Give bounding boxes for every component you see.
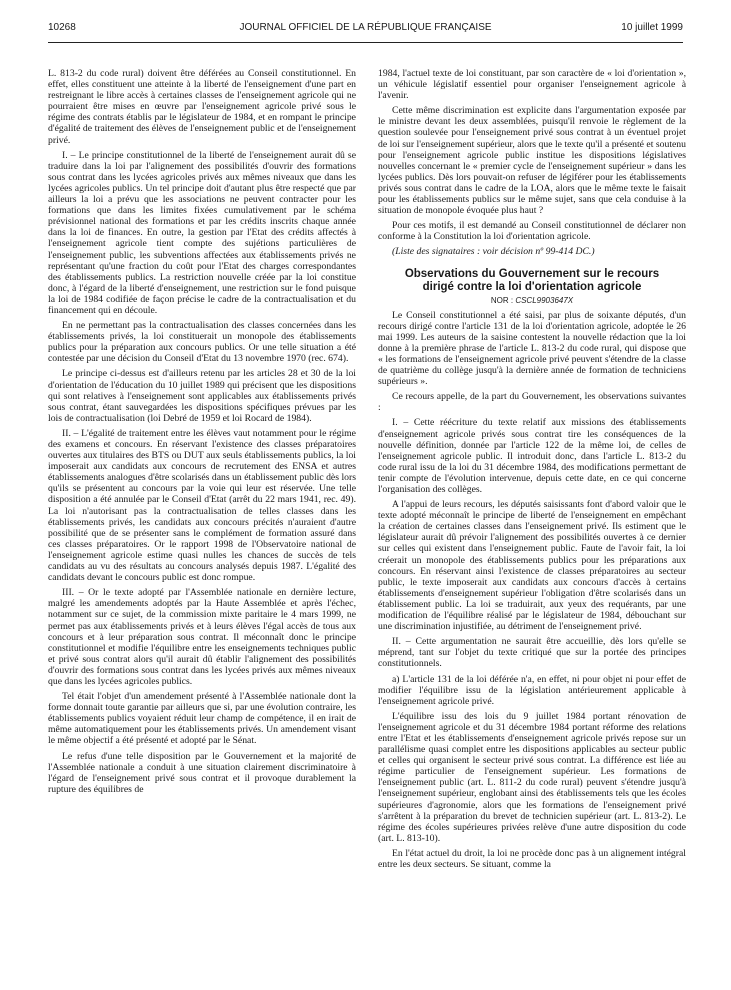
paragraph: Pour ces motifs, il est demandé au Conseil constitutionnel de déclarer non conforme à la Constitution la loi d'orientation agricole. [378,220,686,243]
paragraph: Le principe ci-dessus est d'ailleurs retenu par les articles 28 et 30 de la loi d'orientation de l'éducation du 10 juillet 1989 qui précisent que les dispositions qui sont relatives à l'enseignement sont applicables aux établissements privés sous contrat, étant sauvegardées les dispositions spécifiques prévues par les lois de contractualisation (loi Debré de 1959 et loi Rocard de 1984). [48,368,356,424]
journal-title: JOURNAL OFFICIEL DE LA RÉPUBLIQUE FRANÇAISE [239,22,492,33]
right-column [378,68,686,874]
page-header [48,22,683,38]
paragraph: III. – Or le texte adopté par l'Assemblée nationale en dernière lecture, malgré les amendements adoptés par la Haute Assemblée et après l'échec, notamment sur ce sujet, de la commission mixte paritaire le 4 mars 1999, ne permet pas aux établissements privés et à leurs élèves l'égal accès de tous aux concours et à leur préparation sous contrat. Il méconnaît donc le principe constitutionnel et modifie l'équilibre entre les enseignements techniques public et privé sous contrat alors qu'il aurait dû établir l'alignement des possibilités d'ouvrir des formations sous contrat dans les lycées privés aux mêmes niveaux que dans les lycées agricoles publics. [48,587,356,687]
paragraph: En l'état actuel du droit, la loi ne procède donc pas à un alignement intégral entre les deux secteurs. Se situant, comme la [378,847,686,870]
nor-code: CSCL9903647X [515,295,574,305]
nor-reference [378,295,686,306]
paragraph: A l'appui de leurs recours, les députés saisissants font d'abord valoir que le texte adopté méconnaît le principe de liberté de l'enseignement en empêchant la création de certaines classes dans l'enseignement privé. Ils estiment que le législateur aurait dû prévoir l'alignement des possibilités ouvertes à ce dernier sur celles qui existent dans l'enseignement public. Faute de l'avoir fait, la loi créerait un monopole des établissements publics pour les préparations aux concours. En réservant ainsi l'existence de classes préparatoires au secteur public, le texte imposerait aux candidats aux concours d'accès à certains établissements d'enseignement supérieur l'obligation d'être scolarisés dans un établissement public. La loi se traduirait, aux yeux des requérants, par une modification de l'équilibre réalisé par le législateur de 1984, débouchant sur une discrimination injustifiée, au détriment de l'enseignement privé. [378,499,686,633]
header-rule [48,42,683,43]
signatories-note: (Liste des signataires : voir décision nº 99-414 DC.) [392,246,595,258]
paragraph: En ne permettant pas la contractualisation des classes concernées dans les établissements privés, la loi constituerait un monopole des établissements publics pour la préparation aux concours publics. Or une telle situation a été contestée par une décision du Conseil d'Etat du 13 novembre 1970 (rec. 674). [48,320,356,365]
paragraph: L. 813-2 du code rural) doivent être déférées au Conseil constitutionnel. En effet, elles constituent une atteinte à la liberté de l'enseignement d'une part en restreignant le libre accès à certaines classes de l'enseignement agricole qui ne pourraient être mises en œuvre par l'enseignement agricole privé sous le régime des contrats établis par le législateur de 1984, et en rompant le principe d'égalité de traitement des élèves de l'enseignement public et de l'enseignement privé. [48,68,356,146]
paragraph: 1984, l'actuel texte de loi constituant, par son caractère de « loi d'orientation », un véhicule législatif essentiel pour organiser l'enseignement agricole à l'avenir. [378,68,686,102]
paragraph: a) L'article 131 de la loi déférée n'a, en effet, ni pour objet ni pour effet de modifier l'équilibre issu de la législation antérieurement applicable à l'enseignement agricole privé. [378,673,686,707]
paragraph: II. – L'égalité de traitement entre les élèves vaut notamment pour le régime des examens et concours. En réservant l'existence des classes préparatoires ouvertes aux titulaires des BTS ou DUT aux seuls établissements publics, la loi imposerait aux candidats aux concours de recrutement des ENSA et autres établissements analogues d'être scolarisés dans un établissement public dès lors qu'ils se présentent au concours par la voie qui leur est réservée. Une telle disposition a été annulée par le Conseil d'Etat (arrêt du 22 mars 1941, rec. 49). La loi n'autorisant pas la contractualisation de telles classes dans les établissements privés, les candidats aux concours précités n'auraient d'autre possibilité que de se présenter sans le complément de formation assuré dans ces classes préparatoires. Or le rapport 1998 de l'Observatoire national de l'enseignement agricole estime quasi nulles les chances de succès de tels candidats au vu des résultats au concours analysés depuis 1987. L'égalité des candidats devant le concours public est donc rompue. [48,427,356,584]
paragraph: I. – Cette réécriture du texte relatif aux missions des établissements d'enseignement agricole privés sous contrat tire les conséquences de la nouvelle définition, donnée par l'article 122 de la même loi, de celles de l'enseignement agricole public. Il introduit donc, dans l'article L. 813-2 du code rural issu de la loi du 31 décembre 1984, des modifications permettant de tenir compte de l'évolution intervenue, depuis cette date, en ce qui concerne l'organisation des collèges. [378,417,686,495]
section-heading [378,268,686,306]
paragraph: Ce recours appelle, de la part du Gouvernement, les observations suivantes : [378,391,686,414]
section-title-line-2: dirigé contre la loi d'orientation agricole [422,280,642,293]
publication-date: 10 juillet 1999 [621,22,683,33]
paragraph: Tel était l'objet d'un amendement présenté à l'Assemblée nationale dont la forme donnait toute garantie par ailleurs que si, par une évolution contraire, les établissements publics voyaient réduit leur champ de compétence, il en irait de même automatiquement pour les établissements privés. Un amendement visant le même objectif a été présenté et adopté par le Sénat. [48,691,356,747]
paragraph: L'équilibre issu des lois du 9 juillet 1984 portant rénovation de l'enseignement agricole et du 31 décembre 1984 portant réforme des relations entre l'Etat et les établissements d'enseignement agricole privés repose sur un parallélisme quasi complet entre les dispositions applicables au secteur public et celles qui organisent le secteur privé sous contrat. La différence est liée au régime particulier de l'enseignement supérieur. Les formations de l'enseignement public (art. L. 811-2 du code rural) peuvent s'étendre jusqu'à l'enseignement supérieur, englobant ainsi des établissements tels que les écoles supérieures d'agronomie, alors que les formations de l'enseignement privé s'arrêtent à la préparation du brevet de technicien supérieur (art. L. 813-2). Le régime des écoles supérieures privées relève d'une autre disposition du code (art. L. 813-10). [378,710,686,844]
page-number: 10268 [48,22,76,33]
section-title-line-1: Observations du Gouvernement sur le recours [404,267,660,280]
paragraph: I. – Le principe constitutionnel de la liberté de l'enseignement aurait dû se traduire dans la loi par l'alignement des possibilités d'ouvrir des formations sous contrat dans les lycées agricoles privés aux mêmes niveaux que dans les lycées agricoles publics. Un tel principe doit d'autant plus être respecté que par ailleurs la loi a prévu que les associations ne peuvent contracter pour les formations que dans les limites fixées cumulativement par le schéma prévisionnel national des formations et par les crédits inscrits chaque année dans la loi de finances. En outre, la gestion par l'Etat des crédits affectés à l'enseignement agricole tient compte des sujétions particulières de l'enseignement public, les subventions affectées aux établissements privés ne représentant qu'une fraction du coût pour l'Etat des charges correspondantes des établissements publics. La restriction nouvelle créée par la loi constitue donc, à l'égard de la liberté d'enseignement, une restriction sur le fond puisque la loi de 1984 codifiée de façon précise le cadre de la contractualisation et du financement qui en découle. [48,149,356,316]
paragraph: Cette même discrimination est explicite dans l'argumentation exposée par le ministre devant les deux assemblées, puisqu'il renvoie le règlement de la question soulevée pour l'enseignement privé sous contrat à un éventuel projet de loi sur l'enseignement supérieur, alors que le texte qu'il a présenté et soutenu pour l'enseignement agricole public institue les dispositions législatives nouvelles concernant le « premier cycle de l'enseignement supérieur » dans les lycées publics. Dès lors pouvait-on refuser de légiférer pour les établissements privés sous contrat dans le cadre de la LOA, alors que le même texte le faisait pour les établissements publics sur le même sujet, sans que cela conduise à la situation de monopole évoquée plus haut ? [378,105,686,217]
left-column [48,68,356,799]
nor-label: NOR : [490,295,514,305]
paragraph: Le refus d'une telle disposition par le Gouvernement et la majorité de l'Assemblée nationale a conduit à une situation clairement discriminatoire à l'égard de l'enseignement privé sous contrat et il provoque durablement la rupture des équilibres de [48,750,356,795]
paragraph: II. – Cette argumentation ne saurait être accueillie, dès lors qu'elle se méprend, tant sur l'objet du texte critiqué que sur la portée des principes constitutionnels. [378,636,686,670]
paragraph: Le Conseil constitutionnel a été saisi, par plus de soixante députés, d'un recours dirigé contre l'article 131 de la loi d'orientation agricole, adoptée le 26 mai 1999. Les auteurs de la saisine contestent la nouvelle rédaction que la loi donne à la première phrase de l'article L. 813-2 du code rural, qui dispose que « les formations de l'enseignement agricole privé peuvent s'étendre de la classe de quatrième du collège jusqu'à la dernière année de formation de techniciens supérieurs ». [378,309,686,388]
